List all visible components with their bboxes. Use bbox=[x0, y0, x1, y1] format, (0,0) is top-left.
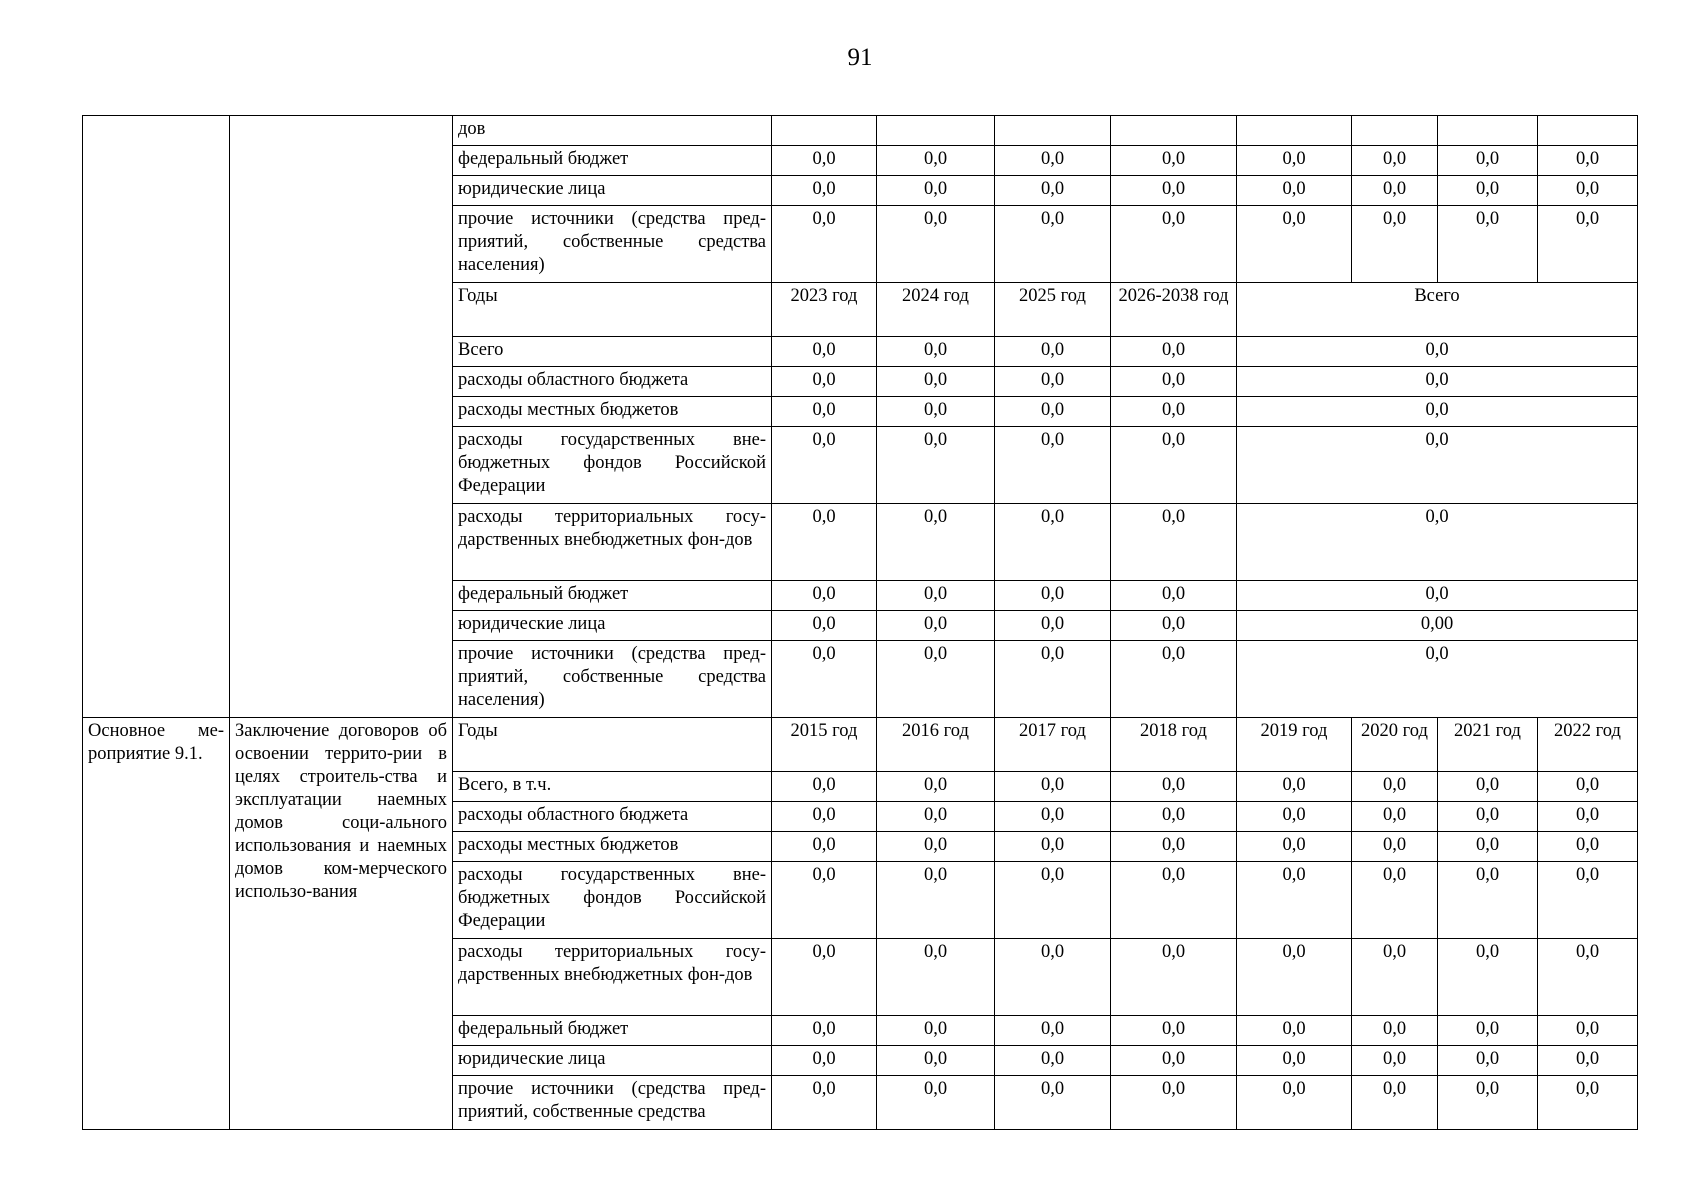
value-cell: 0,0 bbox=[995, 939, 1111, 1016]
value-cell: 0,0 bbox=[1352, 1076, 1438, 1130]
value-cell: 0,0 bbox=[995, 581, 1111, 611]
value-cell bbox=[877, 116, 995, 146]
value-cell: 0,0 bbox=[995, 367, 1111, 397]
value-cell: 0,0 bbox=[1237, 772, 1352, 802]
year-header: 2024 год bbox=[877, 283, 995, 337]
budget-table bbox=[82, 115, 1638, 1130]
value-cell: 0,0 bbox=[1237, 1046, 1352, 1076]
value-cell: 0,0 bbox=[995, 862, 1111, 939]
value-cell: 0,0 bbox=[877, 176, 995, 206]
year-header: 2015 год bbox=[772, 718, 877, 772]
value-cell: 0,0 bbox=[1111, 176, 1237, 206]
value-cell bbox=[1111, 116, 1237, 146]
value-cell: 0,0 bbox=[772, 611, 877, 641]
value-cell: 0,0 bbox=[1438, 862, 1538, 939]
value-cell: 0,0 bbox=[1111, 427, 1237, 504]
value-cell: 0,0 bbox=[1352, 1046, 1438, 1076]
value-cell: 0,0 bbox=[772, 862, 877, 939]
value-cell: 0,0 bbox=[1438, 802, 1538, 832]
row-label: федеральный бюджет bbox=[453, 146, 772, 176]
value-cell: 0,0 bbox=[1538, 206, 1638, 283]
value-cell: 0,0 bbox=[1538, 176, 1638, 206]
value-cell: 0,0 bbox=[772, 397, 877, 427]
value-cell: 0,0 bbox=[877, 427, 995, 504]
value-cell: 0,0 bbox=[995, 337, 1111, 367]
value-cell: 0,0 bbox=[877, 146, 995, 176]
value-cell: 0,0 bbox=[1438, 1016, 1538, 1046]
value-cell bbox=[772, 116, 877, 146]
value-cell bbox=[1237, 116, 1352, 146]
years-label: Годы bbox=[453, 283, 772, 337]
value-cell: 0,0 bbox=[1111, 504, 1237, 581]
total-cell: 0,0 bbox=[1237, 367, 1638, 397]
value-cell: 0,0 bbox=[877, 939, 995, 1016]
value-cell: 0,0 bbox=[1111, 832, 1237, 862]
value-cell: 0,0 bbox=[877, 581, 995, 611]
value-cell: 0,0 bbox=[877, 641, 995, 718]
total-cell: 0,0 bbox=[1237, 397, 1638, 427]
value-cell: 0,0 bbox=[1538, 1076, 1638, 1130]
value-cell: 0,0 bbox=[1111, 146, 1237, 176]
year-header: 2022 год bbox=[1538, 718, 1638, 772]
row-label: юридические лица bbox=[453, 176, 772, 206]
value-cell: 0,0 bbox=[1237, 939, 1352, 1016]
value-cell: 0,0 bbox=[1352, 146, 1438, 176]
total-cell: 0,0 bbox=[1237, 337, 1638, 367]
value-cell: 0,0 bbox=[877, 802, 995, 832]
value-cell: 0,0 bbox=[1438, 176, 1538, 206]
row-label: Всего bbox=[453, 337, 772, 367]
year-header: 2016 год bbox=[877, 718, 995, 772]
activity-name: Основное ме-роприятие 9.1. bbox=[83, 718, 230, 1130]
value-cell: 0,0 bbox=[1111, 1046, 1237, 1076]
year-header: 2025 год bbox=[995, 283, 1111, 337]
value-cell: 0,0 bbox=[1237, 832, 1352, 862]
value-cell: 0,0 bbox=[995, 772, 1111, 802]
years-label: Годы bbox=[453, 718, 772, 772]
row-label: юридические лица bbox=[453, 611, 772, 641]
year-header: 2018 год bbox=[1111, 718, 1237, 772]
value-cell: 0,0 bbox=[1111, 641, 1237, 718]
value-cell: 0,0 bbox=[1538, 146, 1638, 176]
year-header: 2019 год bbox=[1237, 718, 1352, 772]
value-cell: 0,0 bbox=[772, 1046, 877, 1076]
value-cell: 0,0 bbox=[877, 337, 995, 367]
value-cell: 0,0 bbox=[1352, 862, 1438, 939]
value-cell: 0,0 bbox=[877, 367, 995, 397]
value-cell: 0,0 bbox=[1111, 206, 1237, 283]
row-label: расходы областного бюджета bbox=[453, 367, 772, 397]
value-cell: 0,0 bbox=[1352, 1016, 1438, 1046]
total-cell: 0,0 bbox=[1237, 427, 1638, 504]
value-cell: 0,0 bbox=[1538, 772, 1638, 802]
value-cell: 0,0 bbox=[772, 504, 877, 581]
value-cell: 0,0 bbox=[1538, 862, 1638, 939]
value-cell: 0,0 bbox=[995, 504, 1111, 581]
value-cell: 0,0 bbox=[772, 832, 877, 862]
table-row bbox=[83, 718, 1638, 772]
value-cell: 0,0 bbox=[772, 939, 877, 1016]
row-label: расходы местных бюджетов bbox=[453, 397, 772, 427]
value-cell: 0,0 bbox=[1111, 862, 1237, 939]
value-cell: 0,0 bbox=[877, 1016, 995, 1046]
value-cell: 0,0 bbox=[1352, 832, 1438, 862]
value-cell: 0,0 bbox=[877, 832, 995, 862]
value-cell: 0,0 bbox=[995, 427, 1111, 504]
year-header: 2023 год bbox=[772, 283, 877, 337]
value-cell: 0,0 bbox=[772, 1016, 877, 1046]
year-header: 2026-2038 год bbox=[1111, 283, 1237, 337]
value-cell: 0,0 bbox=[1352, 802, 1438, 832]
row-label: расходы территориальных госу-дарственных внебюджетных фон-дов bbox=[453, 939, 772, 1016]
value-cell: 0,0 bbox=[1111, 1016, 1237, 1046]
value-cell: 0,0 bbox=[1538, 802, 1638, 832]
value-cell: 0,0 bbox=[1111, 772, 1237, 802]
value-cell: 0,0 bbox=[1111, 1076, 1237, 1130]
value-cell: 0,0 bbox=[877, 862, 995, 939]
total-cell: 0,0 bbox=[1237, 504, 1638, 581]
value-cell: 0,0 bbox=[1111, 397, 1237, 427]
value-cell: 0,0 bbox=[1438, 1076, 1538, 1130]
value-cell bbox=[995, 116, 1111, 146]
total-header: Всего bbox=[1237, 283, 1638, 337]
value-cell: 0,0 bbox=[772, 427, 877, 504]
value-cell: 0,0 bbox=[1237, 1016, 1352, 1046]
value-cell: 0,0 bbox=[1438, 206, 1538, 283]
page-number: 91 bbox=[847, 44, 873, 71]
value-cell: 0,0 bbox=[1438, 832, 1538, 862]
row-label: Всего, в т.ч. bbox=[453, 772, 772, 802]
value-cell: 0,0 bbox=[1237, 146, 1352, 176]
value-cell: 0,0 bbox=[1237, 206, 1352, 283]
activity-cell-empty bbox=[83, 116, 230, 718]
row-label: расходы государственных вне-бюджетных фондов Российской Федерации bbox=[453, 862, 772, 939]
value-cell: 0,0 bbox=[772, 146, 877, 176]
value-cell bbox=[1538, 116, 1638, 146]
value-cell: 0,0 bbox=[995, 146, 1111, 176]
year-header: 2017 год bbox=[995, 718, 1111, 772]
value-cell: 0,0 bbox=[995, 802, 1111, 832]
value-cell: 0,0 bbox=[995, 397, 1111, 427]
total-cell: 0,0 bbox=[1237, 641, 1638, 718]
year-header: 2020 год bbox=[1352, 718, 1438, 772]
value-cell: 0,0 bbox=[995, 206, 1111, 283]
row-label: прочие источники (средства пред-приятий, собственные средства bbox=[453, 1076, 772, 1130]
row-label: федеральный бюджет bbox=[453, 1016, 772, 1046]
row-label: расходы государственных вне-бюджетных фондов Российской Федерации bbox=[453, 427, 772, 504]
value-cell: 0,0 bbox=[1352, 176, 1438, 206]
value-cell: 0,0 bbox=[1538, 832, 1638, 862]
value-cell: 0,0 bbox=[877, 772, 995, 802]
value-cell: 0,0 bbox=[877, 1076, 995, 1130]
value-cell: 0,0 bbox=[995, 611, 1111, 641]
value-cell: 0,0 bbox=[995, 1076, 1111, 1130]
value-cell: 0,0 bbox=[1237, 802, 1352, 832]
row-label: федеральный бюджет bbox=[453, 581, 772, 611]
row-label: расходы местных бюджетов bbox=[453, 832, 772, 862]
value-cell: 0,0 bbox=[1438, 1046, 1538, 1076]
row-label: прочие источники (средства пред-приятий, собственные средства населения) bbox=[453, 641, 772, 718]
value-cell: 0,0 bbox=[772, 802, 877, 832]
value-cell: 0,0 bbox=[995, 176, 1111, 206]
value-cell: 0,0 bbox=[1237, 862, 1352, 939]
value-cell: 0,0 bbox=[1237, 176, 1352, 206]
value-cell: 0,0 bbox=[995, 1046, 1111, 1076]
row-label: расходы территориальных госу-дарственных внебюджетных фон-дов bbox=[453, 504, 772, 581]
value-cell: 0,0 bbox=[1111, 337, 1237, 367]
value-cell: 0,0 bbox=[1438, 939, 1538, 1016]
value-cell: 0,0 bbox=[1438, 146, 1538, 176]
value-cell: 0,0 bbox=[1111, 581, 1237, 611]
row-label: прочие источники (средства пред-приятий, собственные средства населения) bbox=[453, 206, 772, 283]
value-cell: 0,0 bbox=[877, 611, 995, 641]
value-cell: 0,0 bbox=[1538, 1016, 1638, 1046]
value-cell: 0,0 bbox=[1352, 206, 1438, 283]
value-cell: 0,0 bbox=[877, 504, 995, 581]
value-cell: 0,0 bbox=[877, 206, 995, 283]
value-cell: 0,0 bbox=[772, 772, 877, 802]
value-cell: 0,0 bbox=[772, 337, 877, 367]
value-cell bbox=[1352, 116, 1438, 146]
activity-description: Заключение договоров об освоении террито-рии в целях строитель-ства и эксплуатации наемных домов соци-ального использования и наемных домов ком-мерческого использо-вания bbox=[230, 718, 453, 1130]
row-label: расходы областного бюджета bbox=[453, 802, 772, 832]
row-label: дов bbox=[453, 116, 772, 146]
total-cell: 0,0 bbox=[1237, 581, 1638, 611]
value-cell: 0,0 bbox=[995, 832, 1111, 862]
year-header: 2021 год bbox=[1438, 718, 1538, 772]
description-cell-empty bbox=[230, 116, 453, 718]
value-cell: 0,0 bbox=[1438, 772, 1538, 802]
value-cell: 0,0 bbox=[995, 1016, 1111, 1046]
value-cell: 0,0 bbox=[1538, 939, 1638, 1016]
value-cell: 0,0 bbox=[1111, 611, 1237, 641]
value-cell: 0,0 bbox=[1352, 939, 1438, 1016]
value-cell: 0,0 bbox=[772, 176, 877, 206]
table-row bbox=[83, 116, 1638, 146]
value-cell: 0,0 bbox=[772, 206, 877, 283]
value-cell: 0,0 bbox=[1111, 802, 1237, 832]
value-cell: 0,0 bbox=[772, 1076, 877, 1130]
value-cell: 0,0 bbox=[772, 581, 877, 611]
value-cell: 0,0 bbox=[1538, 1046, 1638, 1076]
total-cell: 0,00 bbox=[1237, 611, 1638, 641]
value-cell: 0,0 bbox=[1237, 1076, 1352, 1130]
value-cell: 0,0 bbox=[995, 641, 1111, 718]
row-label: юридические лица bbox=[453, 1046, 772, 1076]
value-cell: 0,0 bbox=[1111, 367, 1237, 397]
value-cell bbox=[1438, 116, 1538, 146]
value-cell: 0,0 bbox=[877, 1046, 995, 1076]
value-cell: 0,0 bbox=[772, 641, 877, 718]
value-cell: 0,0 bbox=[1111, 939, 1237, 1016]
value-cell: 0,0 bbox=[772, 367, 877, 397]
value-cell: 0,0 bbox=[1352, 772, 1438, 802]
value-cell: 0,0 bbox=[877, 397, 995, 427]
